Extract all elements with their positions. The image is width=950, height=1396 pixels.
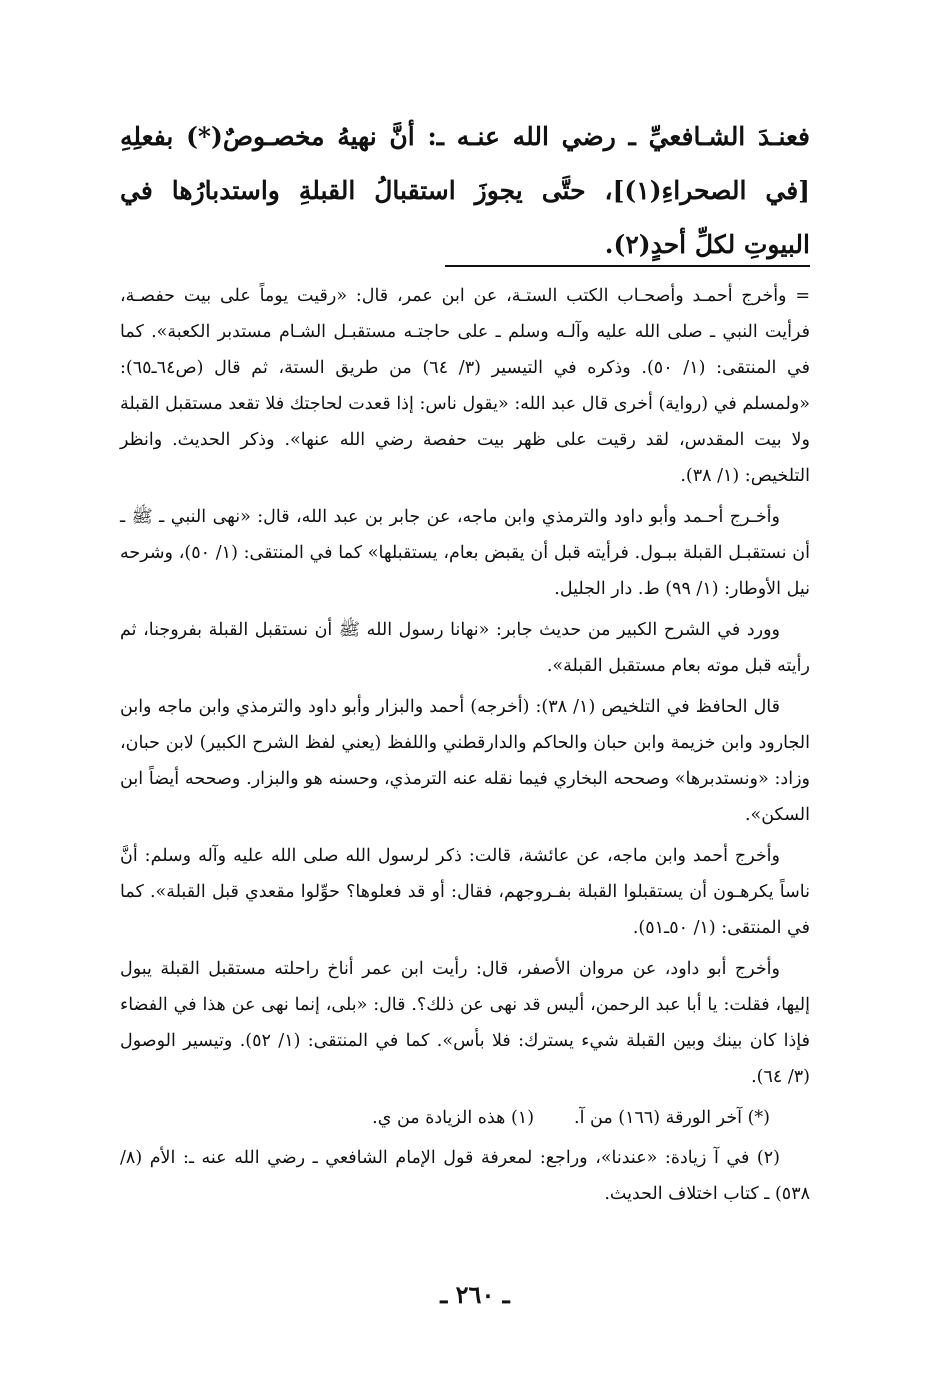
main-text-block	[120, 110, 810, 272]
footnote-2: (٢) في آ زيادة: «عندنا»، وراجع: لمعرفة قول الإمام الشافعي ـ رضي الله عنه ـ: الأم (٨/ ٥٣٨) ـ كتاب اختلاف الحديث.	[120, 1148, 810, 1204]
main-paragraph: فعنـدَ الشـافعيِّ ـ رضي الله عنـه ـ: أنَّ نهيهُ مخصـوصٌ(*) بفعلِهِ [في الصحراءِ(١)]، حتَّى يجوزَ استقبالُ القبلةِ واستدبارُها في البيوتِ لكلِّ أحدٍ(٢).	[120, 122, 811, 259]
footnote-row	[120, 1100, 810, 1136]
footnote-paragraph: وأخرج أبو داود، عن مروان الأصفر، قال: رأيت ابن عمر أناخ راحلته مستقبل القبلة يبول إليها، فقلت: يا أبا عبد الرحمن، أليس قد نهى عن ذلك؟. قال: «بلى، إنما نهى عن هذا في الفضاء فإذا كان بينك وبين القبلة شيء يسترك: فلا بأس». كما في المنتقى: (١/ ٥٢). وتيسير الوصول (٣/ ٦٤).	[120, 959, 810, 1087]
footnote-paragraph: وأخـرج أحـمد وأبو داود والترمذي وابن ماجه، عن جابر بن عبد الله، قال: «نهى النبي ـ ﷺ ـ أن نستقبـل القبلة ببـول. فرأيته قبل أن يقبض بعام، يستقبلها» كما في المنتقى: (١/ ٥٠)، وشرحه نيل الأوطار: (١/ ٩٩) ط. دار الجليل.	[120, 507, 810, 599]
footnote-paragraph: وورد في الشرح الكبير من حديث جابر: «نهانا رسول الله ﷺ أن نستقبل القبلة بفروجنا، ثم رأيته قبل موته بعام مستقبل القبلة».	[120, 620, 810, 676]
footnote-paragraph: وأخرج أحمد وابن ماجه، عن عائشة، قالت: ذكر لرسول الله صلى الله عليه وآله وسلم: أنَّ ناساً يكرهـون أن يستقبلوا القبلة بفـروجهم، فقال: أو قد فعلوها؟ حوِّلوا مقعدي قبل القبلة». كما في المنتقى: (١/ ٥٠ـ٥١).	[120, 846, 810, 938]
footnote-paragraph: قال الحافظ في التلخيص (١/ ٣٨): (أخرجه) أحمد والبزار وأبو داود والترمذي وابن ماجه وابن الجارود وابن خزيمة وابن حبان والحاكم والدارقطني واللفظ (يعني لفظ الشرح الكبير) لابن حبان، وزاد: «ونستدبرها» وصححه البخاري فيما نقله عنه الترمذي، وحسنه هو والبزار. وصححه أيضاً ابن السكن».	[120, 697, 810, 825]
footnote-continuation: = وأخرج أحمـد وأصحـاب الكتب الستـة، عن ابن عمر، قال: «رقيت يوماً على بيت حفصـة، فرأيت النبي ـ صلى الله عليه وآلـه وسلم ـ على حاجتـه مستقبـل الشـام مستدبر الكعبة». كما في المنتقى: (١/ ٥٠). وذكره في التيسير (٣/ ٦٤) من طريق الستة، ثم قال (ص٦٤ـ٦٥): «ولمسلم في (رواية) أخرى قال عبد الله: «يقول ناس: إذا قعدت لحاجتك فلا تقعد مستقبل القبلة ولا بيت المقدس، لقد رقيت على ظهر بيت حفصة رضي الله عنها». وذكر الحديث. وانظر التلخيص: (١/ ٣٨).	[120, 286, 811, 486]
footnote-star: (*) آخر الورقة (١٦٦) من آ.	[574, 1108, 770, 1128]
footnote-separator	[445, 265, 810, 267]
footnote-1: (١) هذه الزيادة من ي.	[372, 1108, 535, 1128]
page-number: ـ ٢٦٠ ـ	[440, 1280, 510, 1309]
footnotes-block	[120, 278, 810, 1217]
